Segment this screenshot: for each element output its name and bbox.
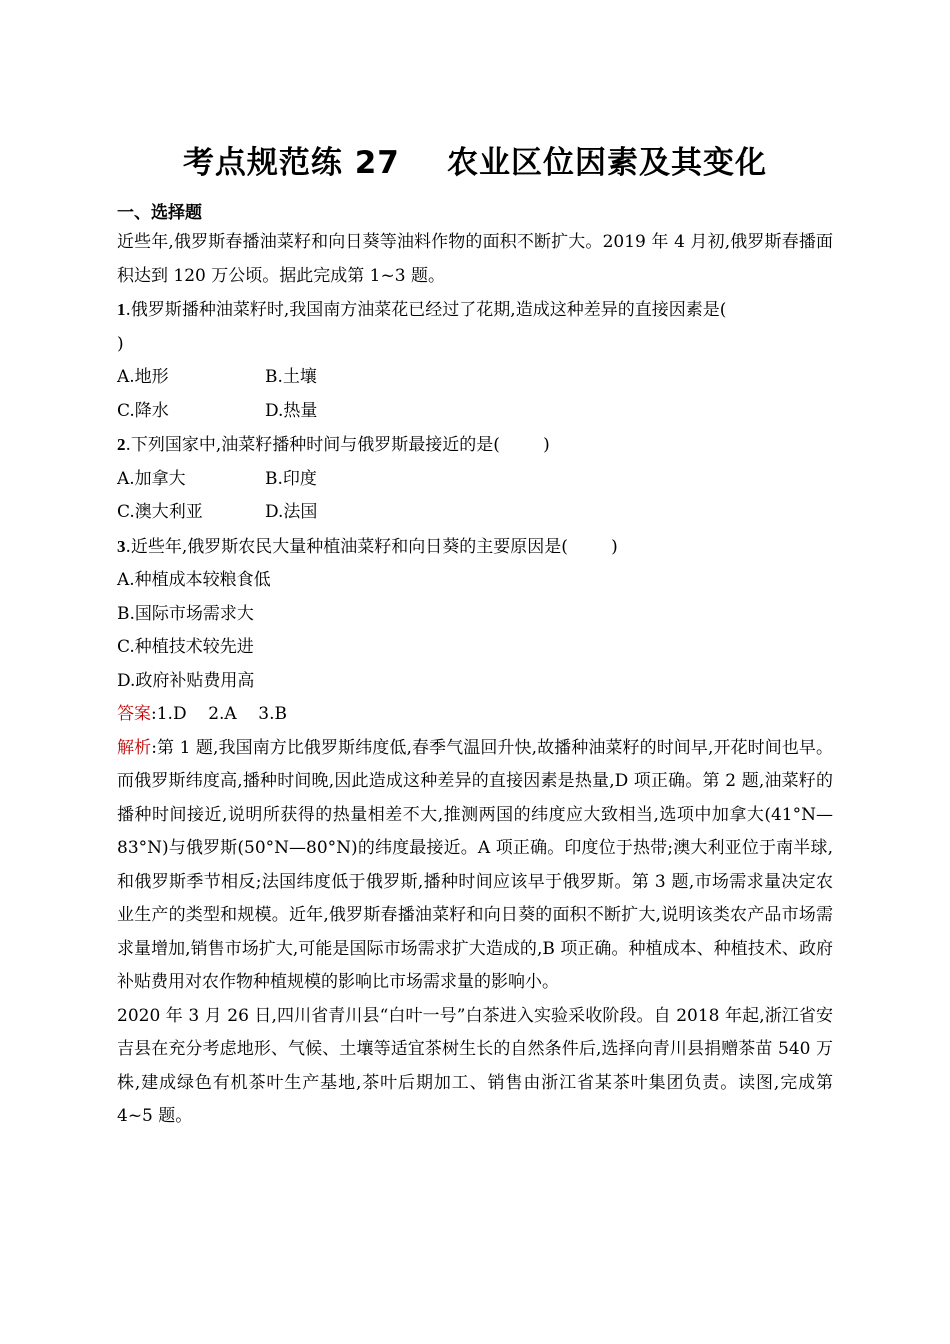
question-text: .下列国家中,油菜籽播种时间与俄罗斯最接近的是( ) — [125, 435, 550, 455]
q1-option-c: C.降水 — [117, 400, 169, 421]
q1-option-d: D.热量 — [265, 400, 318, 421]
analysis-paragraph — [117, 732, 833, 1000]
answer-text: :1.D 2.A 3.B — [151, 704, 288, 724]
q1-options-row-2 — [117, 395, 833, 429]
question-number: 3 — [117, 536, 126, 556]
q2-option-a: A.加拿大 — [117, 468, 186, 489]
analysis-text: :第 1 题,我国南方比俄罗斯纬度低,春季气温回升快,故播种油菜籽的时间早,开花时间也早。而俄罗斯纬度高,播种时间晚,因此造成这种差异的直接因素是热量,D 项正确。第 2 题,油菜籽的播种时间接近,说明所获得的热量相差不大,推测两国的纬度应大致相当,选项中加拿大(41°N—83°N)与俄罗斯(50°N—80°N)的纬度最接近。A 项正确。印度位于热带;澳大利亚位于南半球,和俄罗斯季节相反;法国纬度低于俄罗斯,播种时间应该早于俄罗斯。第 3 题,市场需求量决定农业生产的类型和规模。近年,俄罗斯春播油菜籽和向日葵的面积不断扩大,说明该类农产品市场需求量增加,销售市场扩大,可能是国际市场需求扩大造成的,B 项正确。种植成本、种植技术、政府补贴费用对农作物种植规模的影响比市场需求量的影响小。 — [117, 737, 834, 992]
document-body — [117, 226, 833, 1134]
q3-option-c: C.种植技术较先进 — [117, 637, 254, 657]
question-3 — [117, 530, 833, 565]
question-number: 2 — [117, 435, 126, 454]
question-1-paren: ) — [117, 333, 124, 354]
intro-paragraph-2: 2020 年 3 月 26 日,四川省青川县“白叶一号”白茶进入实验采收阶段。自 2018 年起,浙江省安吉县在充分考虑地形、气候、土壤等适宜茶树生长的自然条件后,选择向青川县捐赠茶苗 540 万株,建成绿色有机茶叶生产基地,茶叶后期加工、销售由浙江省某茶叶集团负责。读图,完成第 4~5 题。 — [117, 1005, 833, 1126]
question-text: .俄罗斯播种油菜籽时,我国南方油菜花已经过了花期,造成这种差异的直接因素是( — [125, 300, 727, 320]
page-title: 考点规范练 27 农业区位因素及其变化 — [182, 145, 768, 181]
q2-options-row-1 — [117, 463, 833, 497]
q1-options-row-1 — [117, 361, 833, 395]
q2-option-d: D.法国 — [265, 502, 318, 522]
answer-line — [117, 698, 833, 732]
q3-option-d: D.政府补贴费用高 — [117, 670, 255, 691]
q2-option-c: C.澳大利亚 — [117, 502, 203, 522]
intro-paragraph-1: 近些年,俄罗斯春播油菜籽和向日葵等油料作物的面积不断扩大。2019 年 4 月初,俄罗斯春播面积达到 120 万公顷。据此完成第 1~3 题。 — [117, 232, 833, 286]
question-number: 1 — [117, 300, 126, 319]
q1-option-b: B.土壤 — [265, 367, 317, 387]
analysis-label: 解析 — [117, 737, 152, 758]
q2-options-row-2 — [117, 496, 833, 530]
question-2 — [117, 428, 833, 463]
q1-option-a: A.地形 — [117, 367, 169, 387]
question-1 — [117, 293, 833, 328]
section-heading: 一、选择题 — [117, 203, 202, 223]
answer-label: 答案 — [117, 704, 151, 724]
question-text: .近些年,俄罗斯农民大量种植油菜籽和向日葵的主要原因是( ) — [125, 536, 618, 557]
q3-option-a: A.种植成本较粮食低 — [117, 570, 271, 590]
q3-option-b: B.国际市场需求大 — [117, 603, 254, 624]
q2-option-b: B.印度 — [265, 468, 317, 489]
